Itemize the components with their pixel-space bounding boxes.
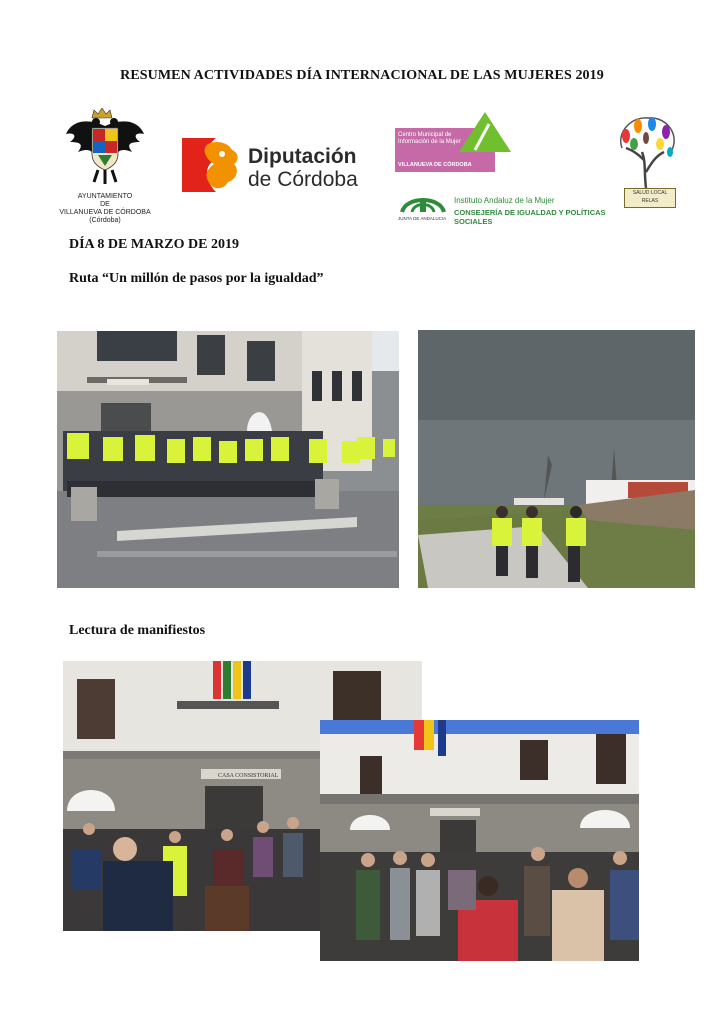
diputacion-line1: Diputación bbox=[248, 145, 357, 168]
crowd-group-1 bbox=[63, 817, 323, 931]
junta-emblem-icon bbox=[400, 190, 446, 214]
coat-of-arms-icon bbox=[48, 108, 162, 188]
junta-label: JUNTA DE ANDALUCIA bbox=[398, 216, 447, 221]
diputacion-emblem-icon bbox=[182, 136, 244, 194]
centro-line3: VILLANUEVA DE CÓRDOBA bbox=[398, 162, 472, 168]
diputacion-line2: de Córdoba bbox=[248, 168, 358, 191]
tree-icon bbox=[612, 112, 682, 192]
ayuntamiento-line2: DE bbox=[100, 201, 110, 208]
section1-heading: Ruta “Un millón de pasos por la igualdad” bbox=[69, 271, 324, 286]
ayuntamiento-line1: AYUNTAMIENTO bbox=[77, 193, 133, 200]
salud-line1: SALUD LOCAL bbox=[632, 190, 668, 196]
centro-line2: Información de la Mujer bbox=[398, 139, 461, 145]
ayuntamiento-line4: (Córdoba) bbox=[89, 217, 121, 224]
centro-line1: Centro Municipal de bbox=[398, 132, 452, 138]
document-title: RESUMEN ACTIVIDADES DÍA INTERNACIONAL DE LAS MUJERES 2019 bbox=[120, 68, 604, 83]
photo-walking-road bbox=[418, 330, 695, 588]
section2-heading: Lectura de manifiestos bbox=[69, 623, 206, 638]
diputacion-logo bbox=[182, 136, 362, 196]
photo-group-town-hall bbox=[57, 331, 399, 588]
centro-municipal-logo bbox=[395, 110, 513, 174]
junta-line1: Instituto Andaluz de la Mujer bbox=[454, 196, 555, 205]
crowd-group-2 bbox=[320, 847, 639, 961]
ayuntamiento-line3: VILLANUEVA DE CÓRDOBA bbox=[59, 209, 151, 216]
building-sign-text: CASA CONSISTORIAL bbox=[218, 773, 279, 779]
salud-line2: RELAS bbox=[641, 198, 659, 204]
salud-local-logo bbox=[612, 112, 682, 208]
photo-crowd-town-hall-right bbox=[320, 720, 639, 961]
centro-arrow-icon bbox=[455, 110, 513, 156]
junta-line2: CONSEJERÍA DE IGUALDAD Y POLÍTICAS SOCIALES bbox=[454, 208, 606, 226]
junta-logo bbox=[396, 188, 640, 228]
ayuntamiento-logo bbox=[48, 108, 162, 224]
date-heading: DÍA 8 DE MARZO DE 2019 bbox=[69, 237, 239, 252]
